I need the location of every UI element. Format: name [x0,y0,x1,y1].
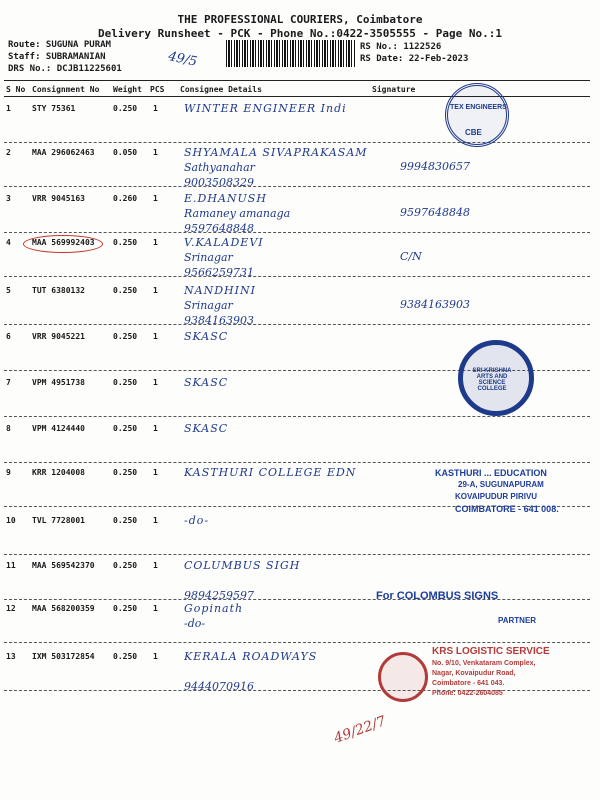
row-divider [4,416,590,417]
stamp5-line4: Coimbatore - 641 043. [432,680,505,687]
row-sno: 2 [6,148,11,157]
row-consignment-no: VPM 4951738 [32,378,85,387]
row-divider [4,186,590,187]
barcode [226,40,356,67]
stamp4-line2: PARTNER [498,616,537,625]
row-weight: 0.250 [113,468,138,477]
row-signature: 9597648848 [400,206,470,219]
row-divider [4,142,590,143]
col-signature: Signature [372,85,416,94]
row-sno: 4 [6,238,11,247]
row-pcs: 1 [153,378,158,387]
row-consignee-line: 9566259731 [184,266,254,279]
row-sno: 3 [6,194,11,203]
row-consignment-no: TVL 7728001 [32,516,85,525]
row-sno: 7 [6,378,11,387]
row-consignment-no: VRR 9045221 [32,332,85,341]
row-consignee-line: 9894259597 [184,589,254,602]
row-consignee-line: KERALA ROADWAYS [184,650,318,663]
stamp5-line2: No. 9/10, Venkataram Complex, [432,660,536,667]
row-pcs: 1 [153,604,158,613]
row-weight: 0.250 [113,424,138,433]
row-consignment-no: KRR 1204008 [32,468,85,477]
stamp1-sub: CBE [465,128,482,137]
row-pcs: 1 [153,468,158,477]
stamp3-line2: 29-A, SUGUNAPURAM [458,480,544,489]
row-divider [4,554,590,555]
stamp5-line3: Nagar, Kovaipudur Road, [432,670,516,677]
col-consignee: Consignee Details [180,85,262,94]
row-weight: 0.250 [113,516,138,525]
col-consignment: Consignment No [32,85,100,94]
row-consignee-line: 9003508329 [184,176,254,189]
row-pcs: 1 [153,516,158,525]
row-sno: 13 [6,652,16,661]
row-divider [4,642,590,643]
col-weight: Weight [113,85,142,94]
tex-engineers-stamp [445,83,509,147]
drs-number: DRS No.: DCJB11225601 [8,64,122,74]
row-weight: 0.250 [113,286,138,295]
row-consignee-line: 9597648848 [184,222,254,235]
handwritten-count: 49/5 [166,49,199,70]
row-consignee-line: -do- [184,514,210,527]
row-sno: 6 [6,332,11,341]
row-pcs: 1 [153,238,158,247]
row-pcs: 1 [153,424,158,433]
stamp4-line1: For COLOMBUS SIGNS [376,590,499,602]
row-pcs: 1 [153,332,158,341]
row-consignee-line: NANDHINI [184,284,256,297]
row-pcs: 1 [153,286,158,295]
row-consignment-no: STY 75361 [32,104,76,113]
row-weight: 0.250 [113,561,138,570]
row-consignee-line: Ramaney amanaga [184,207,291,220]
row-consignee-line: KASTHURI COLLEGE EDN [184,466,357,479]
row-sno: 5 [6,286,11,295]
row-consignee-line: Srinagar [184,251,233,264]
row-signature: C/N [400,250,422,263]
row-weight: 0.250 [113,104,138,113]
stamp1-text: TEX ENGINEERS [450,104,507,111]
rs-date: RS Date: 22-Feb-2023 [360,54,469,64]
stamp2-text: SRI KRISHNA ARTS AND SCIENCE COLLEGE [472,368,512,392]
stamp3-line3: KOVAIPUDUR PIRIVU [455,492,538,501]
row-consignee-line: 9384163903 [184,314,254,327]
row-sno: 8 [6,424,11,433]
row-weight: 0.250 [113,652,138,661]
row-consignee-line: Srinagar [184,299,233,312]
row-divider [4,276,590,277]
row-consignee-line: SKASC [184,422,229,435]
row-pcs: 1 [153,104,158,113]
row-consignment-no: VRR 9045163 [32,194,85,203]
row-pcs: 1 [153,652,158,661]
document-title: THE PROFESSIONAL COURIERS, Coimbatore [177,13,423,26]
row-consignee-line: Gopinath [184,602,244,615]
row-sno: 11 [6,561,16,570]
row-weight: 0.250 [113,332,138,341]
footer-handnote: 49/22/7 [331,713,389,747]
row-consignee-line: SKASC [184,330,229,343]
col-sno: S No [6,85,26,94]
route-label: Route: SUGUNA PURAM [8,40,111,50]
row-consignment-no: TUT 6380132 [32,286,85,295]
row-consignee-line: SKASC [184,376,229,389]
row-consignee-line: Sathyanahar [184,161,255,174]
row-divider [4,232,590,233]
row-sno: 9 [6,468,11,477]
row-weight: 0.250 [113,378,138,387]
col-pcs: PCS [150,85,165,94]
row-weight: 0.250 [113,238,138,247]
row-consignee-line: WINTER ENGINEER Indi [184,102,347,115]
document-subtitle: Delivery Runsheet - PCK - Phone No.:0422-3505555 - Page No.:1 [98,27,502,40]
krs-round-stamp [378,652,428,702]
row-consignee-line: V.KALADEVI [184,236,264,249]
row-pcs: 1 [153,148,158,157]
row-sno: 10 [6,516,16,525]
row-pcs: 1 [153,194,158,203]
row-weight: 0.260 [113,194,138,203]
stamp5-line1: KRS LOGISTIC SERVICE [432,646,550,657]
stamp5-line5: Phone: 0422-2604085 [432,690,503,697]
row-weight: 0.250 [113,604,138,613]
row-consignee-line: E.DHANUSH [184,192,267,205]
row-consignee-line: -do- [184,617,206,630]
row-consignment-no: VPM 4124440 [32,424,85,433]
row-divider [4,462,590,463]
row-divider [4,599,590,600]
row-consignment-no: MAA 569542370 [32,561,95,570]
row-divider [4,324,590,325]
row-consignee-line: SHYAMALA SIVAPRAKASAM [184,146,368,159]
row-signature: 9384163903 [400,298,470,311]
row-consignee-line: 9444070916 [184,680,254,693]
row-consignment-no: IXM 503172854 [32,652,95,661]
stamp3-line4: COIMBATORE - 641 008. [455,504,559,514]
highlight-circle [23,235,103,253]
row-consignee-line: COLUMBUS SIGH [184,559,301,572]
row-consignment-no: MAA 569992403 [32,238,95,247]
table-top-rule [4,80,590,81]
row-sno: 1 [6,104,11,113]
row-pcs: 1 [153,561,158,570]
row-consignment-no: MAA 568200359 [32,604,95,613]
staff-label: Staff: SUBRAMANIAN [8,52,106,62]
rs-number: RS No.: 1122526 [360,42,442,52]
stamp3-line1: KASTHURI ... EDUCATION [435,468,547,478]
row-weight: 0.050 [113,148,138,157]
row-sno: 12 [6,604,16,613]
row-consignment-no: MAA 296062463 [32,148,95,157]
row-signature: 9994830657 [400,160,470,173]
